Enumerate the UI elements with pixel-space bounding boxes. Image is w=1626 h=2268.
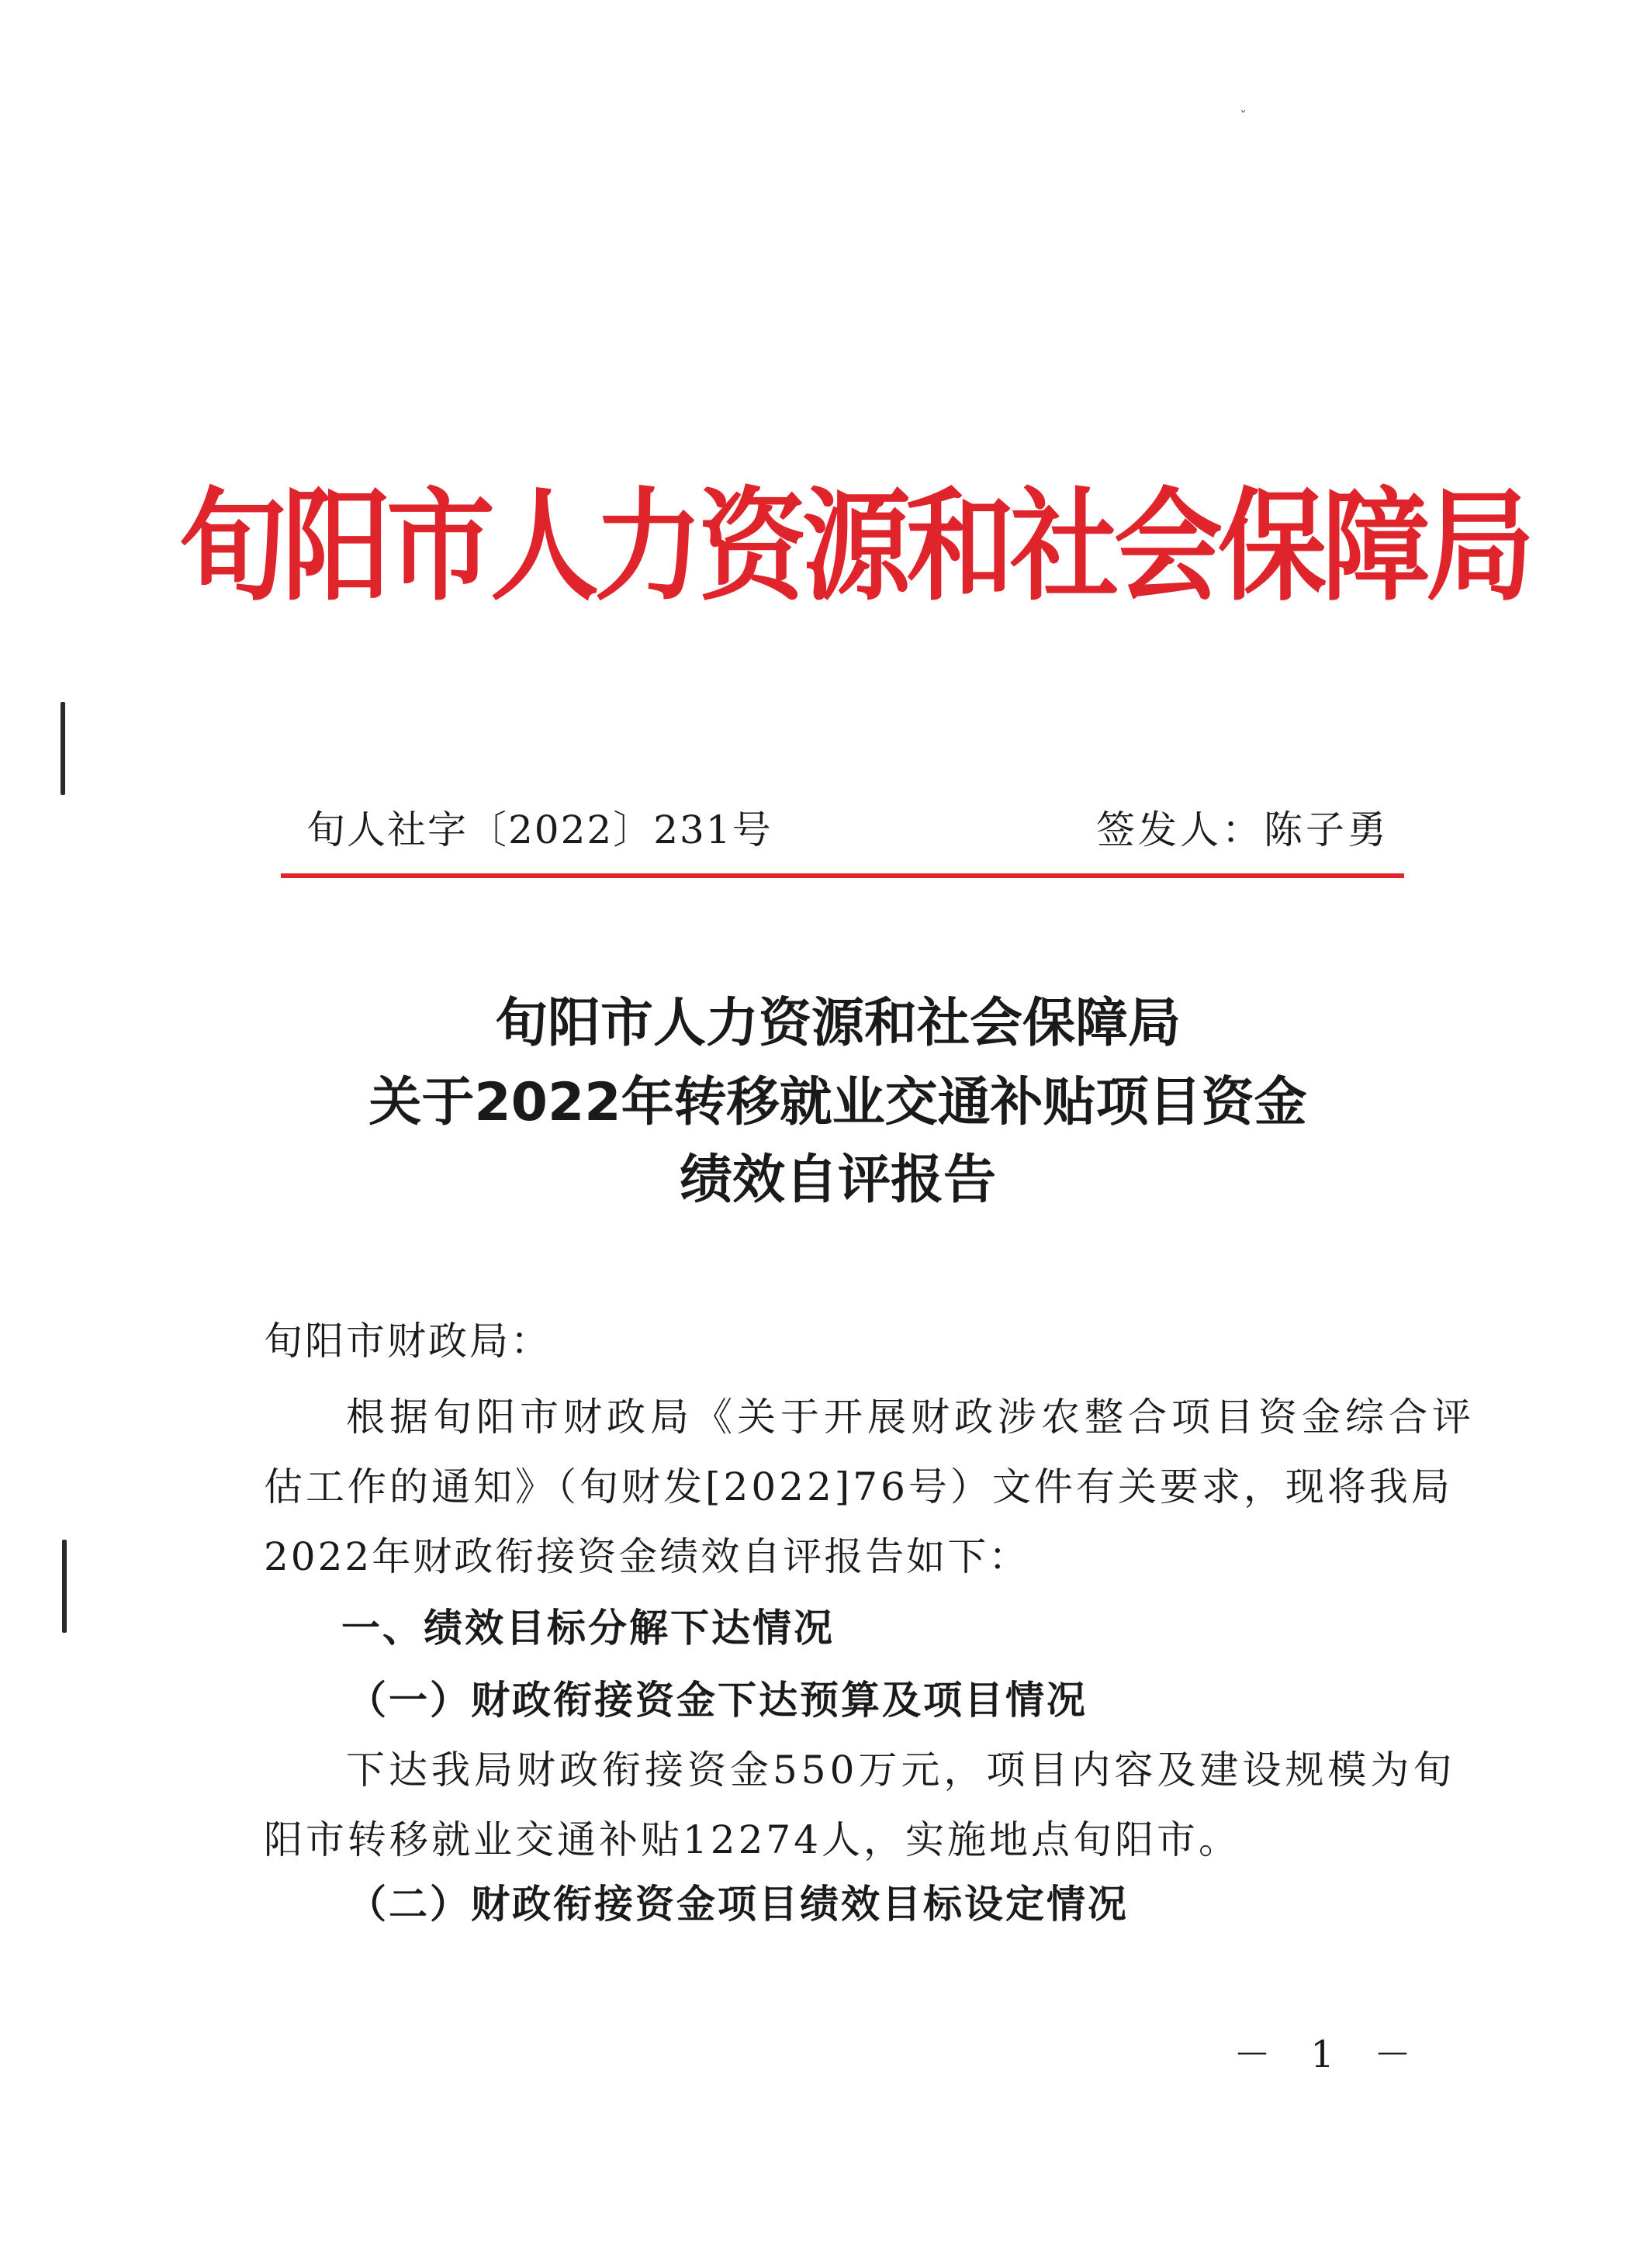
- document-title-line-1: 旬阳市人力资源和社会保障局: [494, 993, 1181, 1054]
- subsection-1-paragraph-line-1: 下达我局财政衔接资金550万元，项目内容及建设规模为旬: [346, 1748, 1456, 1793]
- scan-speck: ˇ: [1240, 109, 1247, 125]
- binding-mark-bottom: [62, 1540, 67, 1633]
- binding-mark-top: [61, 702, 65, 795]
- salutation: 旬阳市财政局：: [264, 1319, 552, 1364]
- organization-header: 旬阳市人力资源和社会保障局: [178, 475, 1531, 618]
- document-number: 旬人社字〔2022〕231号: [306, 807, 773, 852]
- page-number: － 1 －: [1233, 2033, 1426, 2076]
- subsection-1-heading: （一）财政衔接资金下达预算及项目情况: [348, 1678, 1088, 1723]
- signer: 签发人：陈子勇: [1096, 807, 1389, 852]
- intro-paragraph-line-2: 估工作的通知》（旬财发[2022]76号）文件有关要求，现将我局: [264, 1464, 1453, 1509]
- red-divider-line: [281, 873, 1404, 878]
- subsection-2-heading: （二）财政衔接资金项目绩效目标设定情况: [348, 1882, 1129, 1927]
- document-title-line-2: 关于2022年转移就业交通补贴项目资金: [368, 1072, 1307, 1133]
- intro-paragraph-line-1: 根据旬阳市财政局《关于开展财政涉农整合项目资金综合评: [346, 1395, 1476, 1440]
- intro-paragraph-line-3: 2022年财政衔接资金绩效自评报告如下：: [264, 1534, 1030, 1579]
- document-title-line-3: 绩效自评报告: [679, 1150, 996, 1211]
- subsection-1-paragraph-line-2: 阳市转移就业交通补贴12274人，实施地点旬阳市。: [264, 1817, 1241, 1862]
- section-1-heading: 一、绩效目标分解下达情况: [341, 1606, 835, 1651]
